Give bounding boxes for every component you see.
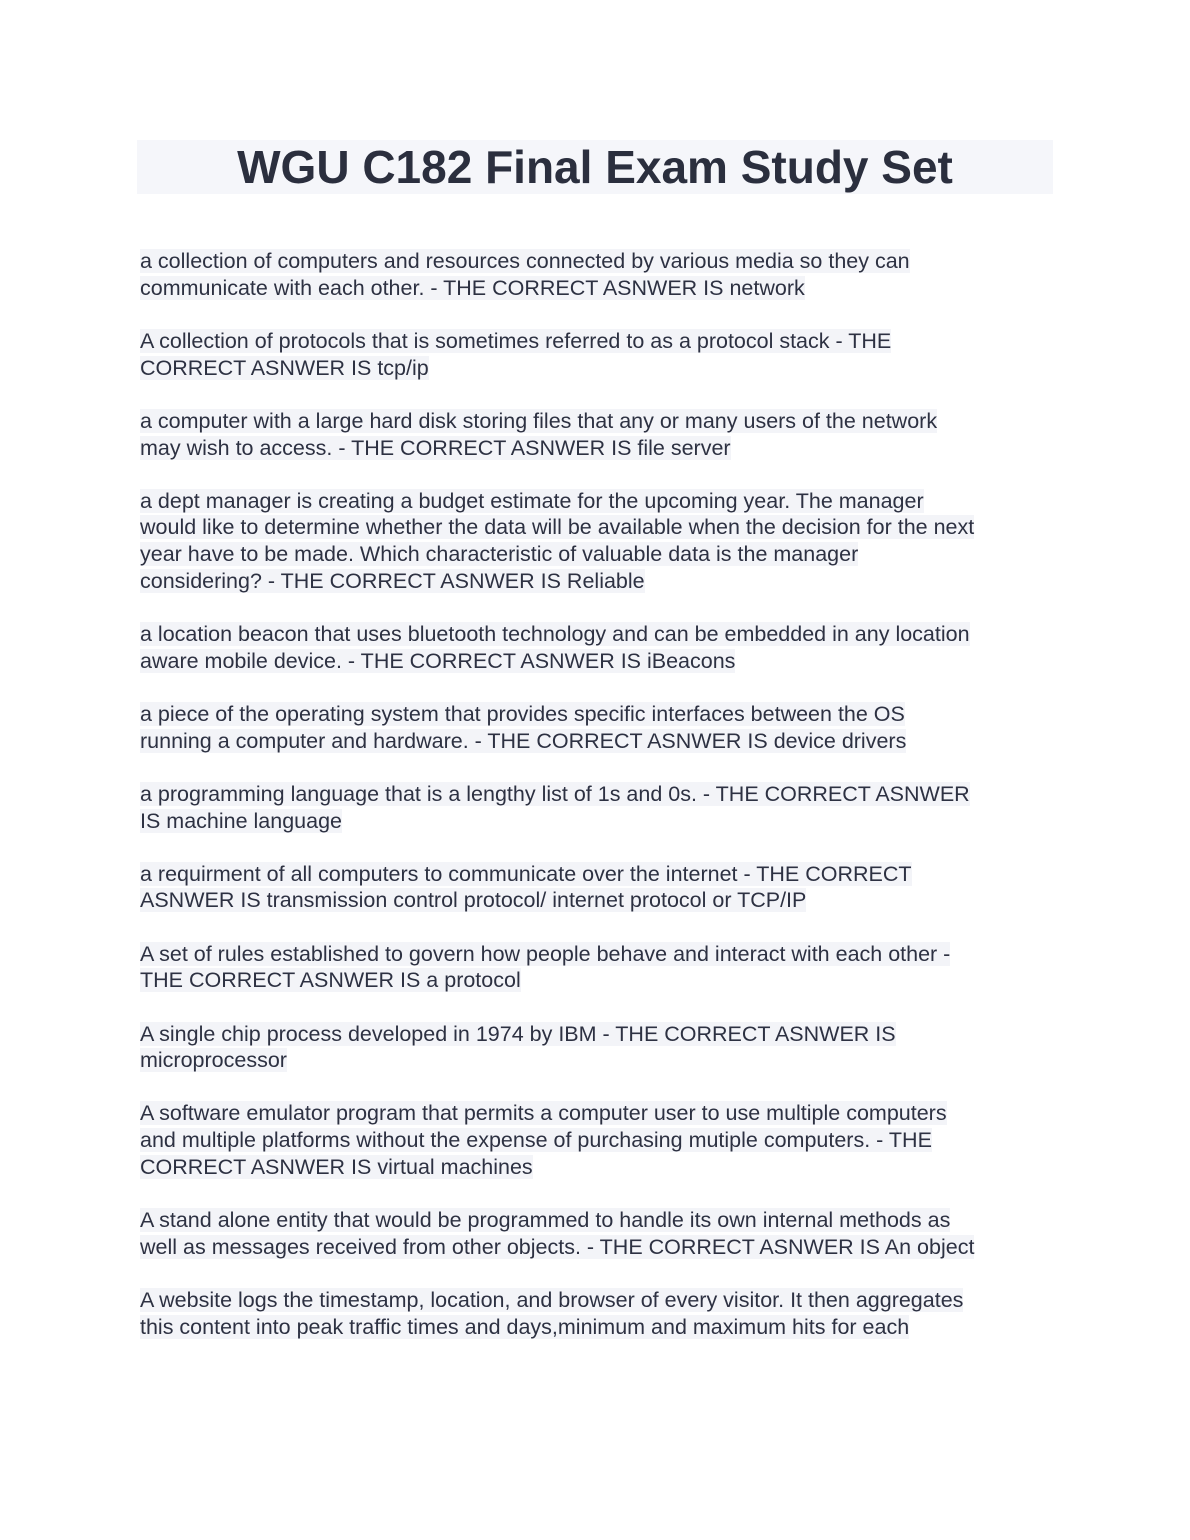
entry-line xyxy=(140,568,1060,595)
entry-line xyxy=(140,1100,1060,1127)
entry-line xyxy=(140,701,1060,728)
entry-line-text: considering? - THE CORRECT ASNWER IS Reliable xyxy=(140,568,645,593)
entry-line xyxy=(140,1207,1060,1234)
entry-line xyxy=(140,541,1060,568)
entry-line-text: and multiple platforms without the expense of purchasing mutiple computers. - THE xyxy=(140,1128,932,1153)
entry-line-text: A set of rules established to govern how people behave and interact with each other - xyxy=(140,941,951,966)
entry-line xyxy=(140,781,1060,808)
entry-line-text: a requirment of all computers to communicate over the internet - THE CORRECT xyxy=(140,861,912,886)
entry-line-text: year have to be made. Which characteristic of valuable data is the manager xyxy=(140,542,859,567)
entry-line-text: a programming language that is a lengthy list of 1s and 0s. - THE CORRECT ASNWER xyxy=(140,781,970,806)
entry-line-text: CORRECT ASNWER IS virtual machines xyxy=(140,1154,533,1179)
entry-line-text: A stand alone entity that would be programmed to handle its own internal methods as xyxy=(140,1208,951,1233)
entry-line-text: IS machine language xyxy=(140,808,343,833)
entry-line xyxy=(140,1021,1060,1048)
study-entry xyxy=(140,248,1060,301)
study-entry xyxy=(140,328,1060,381)
entry-line-text: ASNWER IS transmission control protocol/ internet protocol or TCP/IP xyxy=(140,888,807,913)
entry-line xyxy=(140,728,1060,755)
study-entry xyxy=(140,861,1060,914)
study-entries xyxy=(140,248,1060,1367)
entry-line-text: a piece of the operating system that provides specific interfaces between the OS xyxy=(140,701,905,726)
entry-line xyxy=(140,248,1060,275)
entry-line xyxy=(140,808,1060,835)
entry-line xyxy=(140,488,1060,515)
entry-line-text: a collection of computers and resources connected by various media so they can xyxy=(140,249,910,273)
entry-line xyxy=(140,408,1060,435)
entry-line xyxy=(140,1287,1060,1314)
entry-line xyxy=(140,941,1060,968)
entry-line-text: would like to determine whether the data will be available when the decision for the next xyxy=(140,515,975,540)
entry-line-text: well as messages received from other objects. - THE CORRECT ASNWER IS An object xyxy=(140,1234,975,1259)
study-entry xyxy=(140,1100,1060,1180)
entry-line xyxy=(140,648,1060,675)
entry-line xyxy=(140,1047,1060,1074)
entry-line-text: A collection of protocols that is sometimes referred to as a protocol stack - THE xyxy=(140,328,892,353)
study-entry xyxy=(140,1207,1060,1260)
entry-line-text: CORRECT ASNWER IS tcp/ip xyxy=(140,355,429,380)
entry-line-text: a computer with a large hard disk storing files that any or many users of the network xyxy=(140,408,938,433)
entry-line-text: running a computer and hardware. - THE CORRECT ASNWER IS device drivers xyxy=(140,728,907,753)
study-entry xyxy=(140,621,1060,674)
entry-line xyxy=(140,1127,1060,1154)
entry-line xyxy=(140,1234,1060,1261)
entry-line-text: aware mobile device. - THE CORRECT ASNWER IS iBeacons xyxy=(140,648,736,673)
study-entry xyxy=(140,941,1060,994)
title-band xyxy=(137,140,1053,194)
study-entry xyxy=(140,701,1060,754)
study-entry xyxy=(140,1287,1060,1340)
entry-line-text: A website logs the timestamp, location, and browser of every visitor. It then aggregates xyxy=(140,1287,964,1312)
study-entry xyxy=(140,1021,1060,1074)
entry-line xyxy=(140,861,1060,888)
entry-line xyxy=(140,275,1060,302)
entry-line xyxy=(140,1314,1060,1341)
entry-line-text: A software emulator program that permits a computer user to use multiple computers xyxy=(140,1101,947,1126)
entry-line xyxy=(140,328,1060,355)
entry-line xyxy=(140,435,1060,462)
entry-line xyxy=(140,621,1060,648)
entry-line xyxy=(140,887,1060,914)
entry-line xyxy=(140,1154,1060,1181)
entry-line-text: microprocessor xyxy=(140,1048,287,1073)
entry-line-text: communicate with each other. - THE CORRECT ASNWER IS network xyxy=(140,275,805,300)
study-entry xyxy=(140,781,1060,834)
entry-line-text: a dept manager is creating a budget estimate for the upcoming year. The manager xyxy=(140,488,924,513)
entry-line xyxy=(140,967,1060,994)
study-entry xyxy=(140,408,1060,461)
entry-line-text: may wish to access. - THE CORRECT ASNWER IS file server xyxy=(140,435,731,460)
entry-line-text: A single chip process developed in 1974 by IBM - THE CORRECT ASNWER IS xyxy=(140,1021,896,1046)
entry-line-text: a location beacon that uses bluetooth technology and can be embedded in any location xyxy=(140,622,970,647)
entry-line xyxy=(140,514,1060,541)
entry-line-text: this content into peak traffic times and days,minimum and maximum hits for each xyxy=(140,1314,910,1339)
study-entry xyxy=(140,488,1060,595)
entry-line xyxy=(140,355,1060,382)
page-title: WGU C182 Final Exam Study Set xyxy=(237,141,953,193)
entry-line-text: THE CORRECT ASNWER IS a protocol xyxy=(140,968,521,993)
